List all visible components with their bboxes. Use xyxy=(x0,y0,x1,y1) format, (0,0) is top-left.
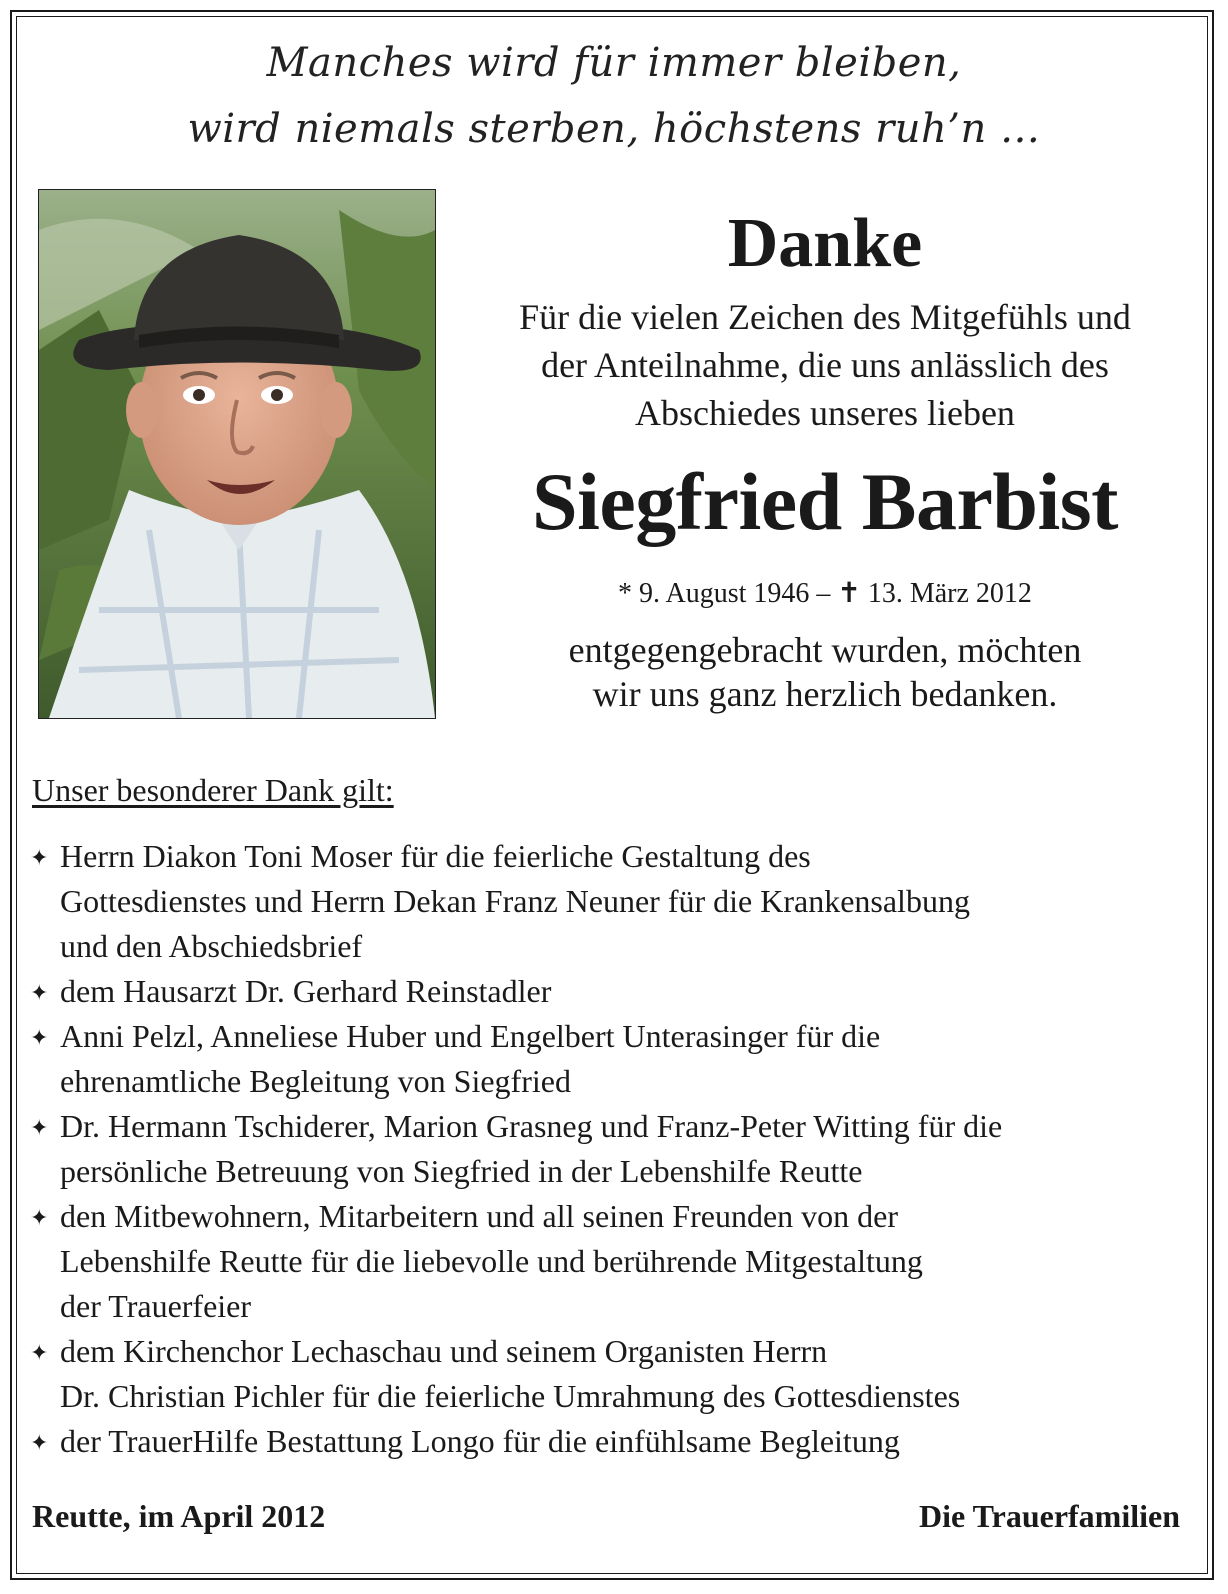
list-item-line: den Mitbewohnern, Mitarbeitern und all seinen Freunden von der xyxy=(60,1198,898,1234)
intro-text xyxy=(455,293,1195,437)
list-item xyxy=(30,1194,1210,1329)
list-item xyxy=(30,1014,1210,1104)
list-item-line: der Trauerfeier xyxy=(60,1288,252,1324)
intro-line: Für die vielen Zeichen des Mitgefühls und xyxy=(519,297,1131,337)
motto-line: Manches wird für immer bleiben, xyxy=(266,40,962,86)
list-item-line: und den Abschiedsbrief xyxy=(60,928,363,964)
list-item-line: dem Hausarzt Dr. Gerhard Reinstadler xyxy=(60,973,552,1009)
list-item-line: Anni Pelzl, Anneliese Huber und Engelbert Unterasinger für die xyxy=(60,1018,881,1054)
deceased-name: Siegfried Barbist xyxy=(532,456,1118,547)
portrait-photo xyxy=(38,189,436,719)
list-item-line: persönliche Betreuung von Siegfried in der Lebenshilfe Reutte xyxy=(60,1153,863,1189)
list-item-line: ehrenamtliche Begleitung von Siegfried xyxy=(60,1063,571,1099)
portrait-illustration xyxy=(39,190,435,718)
bullet-icon: ✦ xyxy=(30,1115,49,1140)
bullet-icon: ✦ xyxy=(30,1205,49,1230)
list-item xyxy=(30,1329,1210,1419)
list-item-line: Lebenshilfe Reutte für die liebevolle und berührende Mitgestaltung xyxy=(60,1243,923,1279)
list-item xyxy=(30,834,1210,969)
signature: Die Trauerfamilien xyxy=(919,1498,1180,1534)
closing-text xyxy=(455,628,1195,716)
motto-line: wird niemals sterben, höchstens ruh’n … xyxy=(187,106,1041,152)
list-item xyxy=(30,1419,1210,1464)
list-item-line: Dr. Hermann Tschiderer, Marion Grasneg und Franz-Peter Witting für die xyxy=(60,1108,1003,1144)
heading-danke: Danke xyxy=(727,205,923,282)
bullet-icon: ✦ xyxy=(30,1340,49,1365)
bullet-icon: ✦ xyxy=(30,1025,49,1050)
motto xyxy=(0,30,1228,162)
thanks-list xyxy=(30,834,1210,1464)
list-item xyxy=(30,969,1210,1014)
list-item-line: Dr. Christian Pichler für die feierliche Umrahmung des Gottesdienstes xyxy=(60,1378,961,1414)
closing-line: entgegengebracht wurden, möchten xyxy=(568,630,1082,670)
bullet-icon: ✦ xyxy=(30,845,49,870)
place-date: Reutte, im April 2012 xyxy=(32,1498,326,1534)
bullet-icon: ✦ xyxy=(30,980,49,1005)
thanks-heading: Unser besonderer Dank gilt: xyxy=(32,772,394,808)
closing-line: wir uns ganz herzlich bedanken. xyxy=(592,674,1058,714)
intro-line: der Anteilnahme, die uns anlässlich des xyxy=(541,345,1109,385)
life-dates: * 9. August 1946 – ✝ 13. März 2012 xyxy=(618,578,1032,609)
list-item-line: der TrauerHilfe Bestattung Longo für die einfühlsame Begleitung xyxy=(60,1423,900,1459)
list-item-line: Gottesdienstes und Herrn Dekan Franz Neuner für die Krankensalbung xyxy=(60,883,970,919)
list-item-line: dem Kirchenchor Lechaschau und seinem Organisten Herrn xyxy=(60,1333,828,1369)
list-item xyxy=(30,1104,1210,1194)
bullet-icon: ✦ xyxy=(30,1430,49,1455)
list-item-line: Herrn Diakon Toni Moser für die feierliche Gestaltung des xyxy=(60,838,811,874)
intro-line: Abschiedes unseres lieben xyxy=(635,393,1015,433)
